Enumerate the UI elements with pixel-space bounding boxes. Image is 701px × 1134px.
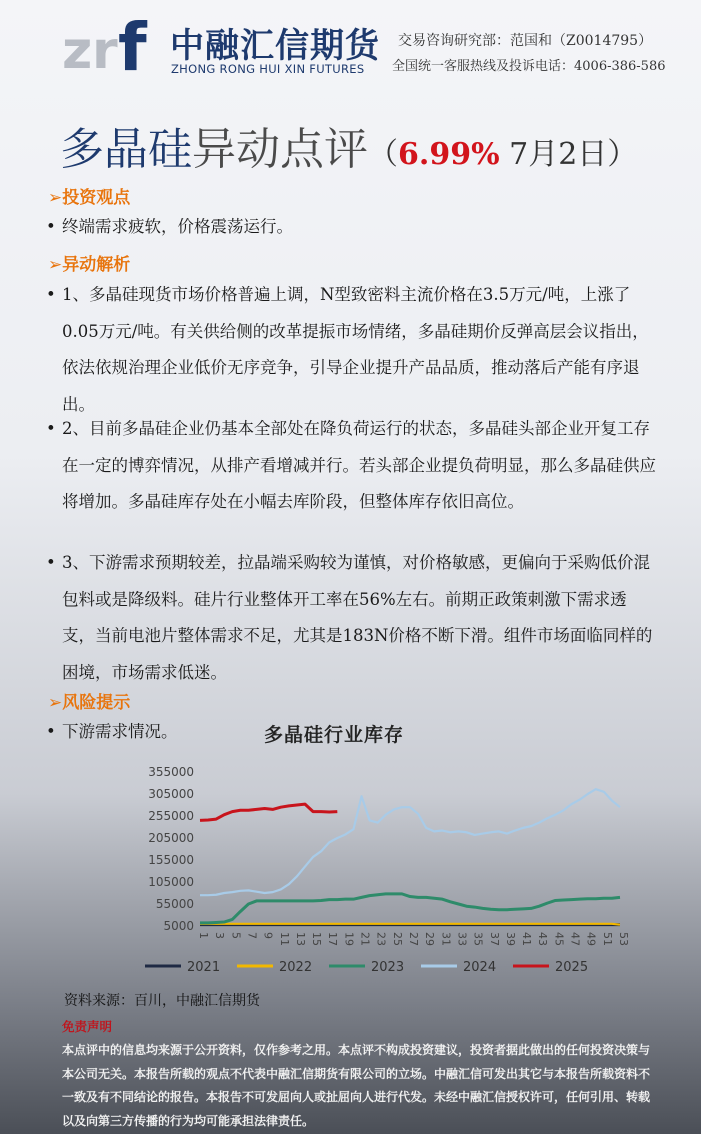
- legend-label-2021: 2021: [187, 960, 221, 975]
- x-tick-label: 43: [536, 932, 550, 946]
- x-tick-label: 37: [487, 932, 501, 946]
- triangle-arrow-icon: ➢: [48, 693, 63, 713]
- title-open-paren: （: [368, 137, 398, 172]
- analysis-item: [46, 277, 656, 423]
- analysis-item-3: 3、下游需求预期较差，拉晶端采购较为谨慎，对价格敏感，更偏向于采购低价混包料或是降级料。硅片行业整体开工率在56%左右。前期正政策刺激下需求透支，当前电池片整体需求不足，尤其是183N价格不断下滑。组件市场面临同样的困境，市场需求低迷。: [62, 553, 653, 682]
- y-tick-label: 305000: [148, 787, 194, 801]
- x-tick-label: 31: [439, 932, 453, 946]
- y-tick-label: 155000: [148, 853, 194, 867]
- section-risk-title: 风险提示: [62, 693, 131, 713]
- svg-text:r: r: [92, 21, 118, 78]
- x-tick-label: 7: [245, 932, 259, 939]
- series-line-2023: [200, 894, 620, 923]
- bullet-dot-icon: •: [46, 285, 56, 304]
- legend-label-2022: 2022: [279, 960, 313, 975]
- section-analysis-heading: [48, 250, 130, 275]
- x-tick-label: 45: [552, 932, 566, 946]
- view-bullet: [46, 209, 656, 246]
- x-tick-label: 25: [390, 932, 404, 946]
- title-close-paren: ）: [607, 137, 638, 172]
- title-change-pct: 6.99%: [398, 137, 500, 172]
- section-view-heading: [48, 183, 130, 208]
- title-product: 多晶硅: [60, 124, 192, 175]
- x-tick-label: 3: [213, 932, 227, 939]
- section-view-title: 投资观点: [62, 188, 131, 208]
- x-tick-label: 13: [293, 932, 307, 946]
- analyst-contact: 交易咨询研究部：范国和（Z0014795）: [398, 33, 653, 49]
- analysis-item-2: 2、目前多晶硅企业仍基本全部处在降负荷运行的状态，多晶硅头部企业开复工存在一定的博弈情况，从排产看增减并行。若头部企业提负荷明显，那么多晶硅供应将增加。多晶硅库存处在小幅去库阶段，但整体库存依旧高位。: [62, 419, 656, 511]
- x-tick-label: 41: [520, 932, 534, 946]
- series-line-2022: [200, 924, 620, 925]
- series-line-2024: [200, 789, 620, 895]
- x-tick-label: 35: [471, 932, 485, 946]
- x-tick-label: 11: [277, 932, 291, 946]
- legend-label-2024: 2024: [463, 960, 497, 975]
- x-tick-label: 53: [617, 932, 630, 946]
- y-tick-label: 55000: [155, 897, 194, 911]
- bullet-dot-icon: •: [46, 553, 56, 572]
- legend-label-2023: 2023: [371, 960, 405, 975]
- page-title: [60, 113, 637, 177]
- disclaimer-text: 本点评中的信息均来源于公开资料，仅作参考之用。本点评不构成投资建议，投资者据此做出的任何投资决策与本公司无关。本报告所载的观点不代表中融汇信期货有限公司的立场。中融汇信可发出其它与本报告所载资料不一致及有不同结论的报告。本报告不可发屈向人或扯屈向人进行代发。未经中融汇信授权许可，任何引用、转载以及向第三方传播的行为均可能承担法律责任。: [62, 1043, 651, 1128]
- company-logo-icon: [62, 12, 162, 78]
- x-tick-label: 21: [358, 932, 372, 946]
- x-tick-label: 1: [197, 932, 210, 939]
- chart-title: 多晶硅行业库存: [264, 724, 405, 746]
- analysis-item-1: 1、多晶硅现货市场价格普遍上调，N型致密料主流价格在3.5万元/吨，上涨了0.05万元/吨。有关供给侧的改革提振市场情绪，多晶硅期价反弹高层会议指出，依法依规治理企业低价无序竞争，引导企业提升产品品质，推动落后产能有序退出。: [62, 285, 649, 414]
- disclaimer-heading: 免责声明: [62, 1019, 113, 1034]
- x-tick-label: 9: [261, 932, 275, 939]
- y-tick-label: 5000: [163, 919, 194, 933]
- x-tick-label: 51: [600, 932, 614, 946]
- risk-bullet: [46, 714, 246, 751]
- legend-label-2025: 2025: [555, 960, 589, 975]
- x-tick-label: 5: [229, 932, 243, 939]
- y-tick-label: 205000: [148, 831, 194, 845]
- x-tick-label: 23: [374, 932, 388, 946]
- analysis-item: [46, 545, 656, 691]
- report-header: [0, 0, 701, 100]
- x-tick-label: 15: [310, 932, 324, 946]
- x-tick-label: 19: [342, 932, 356, 946]
- title-date: 7月2日: [499, 137, 608, 172]
- svg-text:f: f: [118, 12, 147, 78]
- series-line-2025: [200, 804, 337, 820]
- x-tick-label: 33: [455, 932, 469, 946]
- bullet-dot-icon: •: [46, 419, 56, 438]
- hotline-contact: 全国统一客服热线及投诉电话：4006-386-586: [392, 59, 666, 74]
- view-text: 终端需求疲软，价格震荡运行。: [62, 217, 293, 236]
- x-tick-label: 49: [584, 932, 598, 946]
- section-analysis-title: 异动解析: [62, 255, 131, 275]
- analysis-item: [46, 411, 656, 521]
- company-name-cn: 中融汇信期货: [170, 26, 380, 66]
- company-name-en: ZHONG RONG HUI XIN FUTURES: [171, 62, 365, 76]
- title-kind: 异动点评: [192, 124, 368, 175]
- x-tick-label: 27: [407, 932, 420, 946]
- triangle-arrow-icon: ➢: [48, 188, 63, 208]
- bullet-dot-icon: •: [46, 217, 56, 236]
- y-tick-label: 105000: [148, 875, 194, 889]
- risk-text: 下游需求情况。: [62, 722, 178, 741]
- section-risk-heading: [48, 688, 130, 713]
- svg-text:z: z: [62, 21, 93, 78]
- triangle-arrow-icon: ➢: [48, 255, 63, 275]
- y-tick-label: 255000: [148, 809, 194, 823]
- x-tick-label: 29: [423, 932, 437, 946]
- x-tick-label: 47: [568, 932, 582, 946]
- y-tick-label: 355000: [148, 765, 194, 779]
- x-tick-label: 17: [326, 932, 340, 946]
- bullet-dot-icon: •: [46, 722, 56, 741]
- x-tick-label: 39: [503, 932, 517, 946]
- inventory-line-chart: [140, 752, 635, 990]
- data-source: 资料来源：百川，中融汇信期货: [64, 993, 260, 1009]
